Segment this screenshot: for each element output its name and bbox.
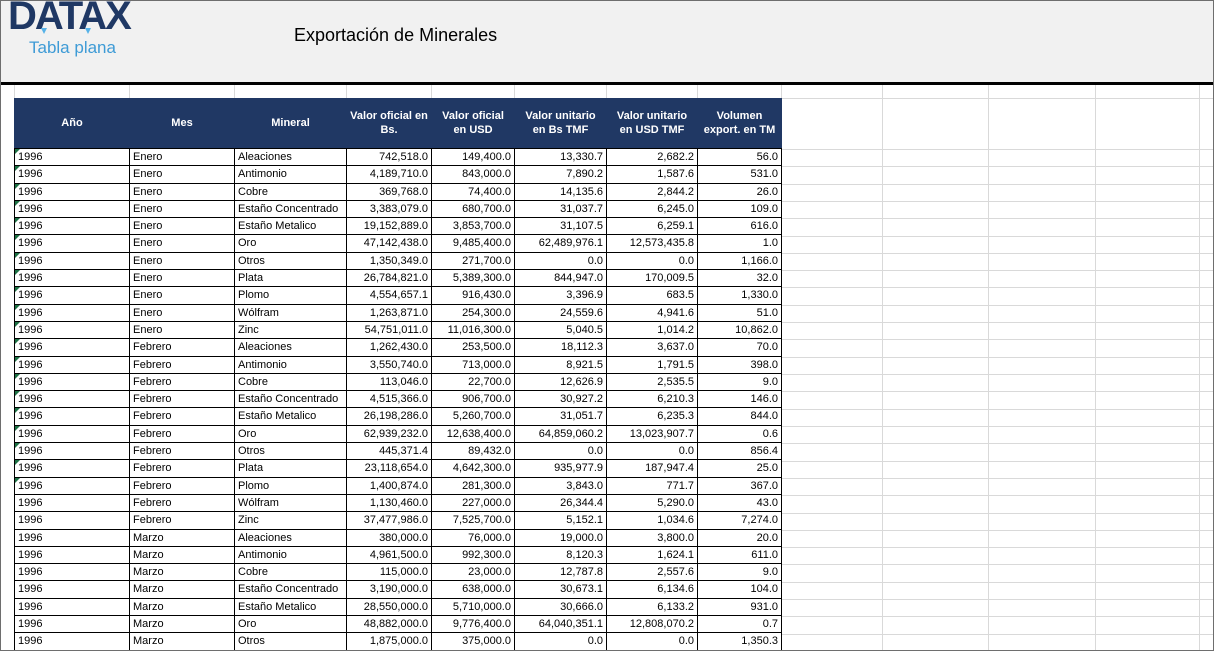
cell-valor_oficial_bs[interactable]: 37,477,986.0 <box>347 512 432 529</box>
cell-mes[interactable]: Enero <box>130 149 235 166</box>
cell-valor_oficial_usd[interactable]: 74,400.0 <box>432 183 515 200</box>
column-header-7[interactable]: Valor unitario en USD TMF <box>607 99 698 149</box>
cell-ano[interactable]: 1996 <box>15 218 130 235</box>
cell-volumen_tm[interactable]: 70.0 <box>698 339 782 356</box>
cell-ano[interactable]: 1996 <box>15 166 130 183</box>
cell-mes[interactable]: Febrero <box>130 443 235 460</box>
cell-mes[interactable]: Febrero <box>130 494 235 511</box>
cell-mineral[interactable]: Otros <box>235 443 347 460</box>
cell-valor_oficial_usd[interactable]: 5,389,300.0 <box>432 270 515 287</box>
cell-valor_unitario_bs_tmf[interactable]: 30,673.1 <box>515 581 607 598</box>
cell-valor_oficial_bs[interactable]: 23,118,654.0 <box>347 460 432 477</box>
cell-valor_unitario_usd_tmf[interactable]: 0.0 <box>607 443 698 460</box>
cell-mes[interactable]: Enero <box>130 270 235 287</box>
column-header-1[interactable]: Año <box>15 99 130 149</box>
cell-valor_oficial_usd[interactable]: 5,260,700.0 <box>432 408 515 425</box>
cell-mes[interactable]: Febrero <box>130 391 235 408</box>
cell-volumen_tm[interactable]: 32.0 <box>698 270 782 287</box>
cell-valor_oficial_bs[interactable]: 28,550,000.0 <box>347 598 432 615</box>
cell-valor_oficial_bs[interactable]: 742,518.0 <box>347 149 432 166</box>
cell-mes[interactable]: Marzo <box>130 564 235 581</box>
cell-mineral[interactable]: Wólfram <box>235 304 347 321</box>
cell-ano[interactable]: 1996 <box>15 235 130 252</box>
cell-ano[interactable]: 1996 <box>15 321 130 338</box>
cell-valor_oficial_bs[interactable]: 1,400,874.0 <box>347 477 432 494</box>
cell-ano[interactable]: 1996 <box>15 598 130 615</box>
cell-mineral[interactable]: Aleaciones <box>235 529 347 546</box>
cell-valor_oficial_usd[interactable]: 7,525,700.0 <box>432 512 515 529</box>
cell-valor_unitario_bs_tmf[interactable]: 5,040.5 <box>515 321 607 338</box>
cell-valor_unitario_bs_tmf[interactable]: 844,947.0 <box>515 270 607 287</box>
cell-valor_unitario_bs_tmf[interactable]: 13,330.7 <box>515 149 607 166</box>
cell-mes[interactable]: Enero <box>130 304 235 321</box>
cell-valor_unitario_usd_tmf[interactable]: 1,624.1 <box>607 546 698 563</box>
cell-volumen_tm[interactable]: 56.0 <box>698 149 782 166</box>
cell-mes[interactable]: Enero <box>130 235 235 252</box>
cell-valor_unitario_usd_tmf[interactable]: 0.0 <box>607 633 698 650</box>
cell-ano[interactable]: 1996 <box>15 425 130 442</box>
cell-ano[interactable]: 1996 <box>15 200 130 217</box>
table-row <box>15 287 782 304</box>
cell-mineral[interactable]: Estaño Concentrado <box>235 391 347 408</box>
table-row <box>15 149 782 166</box>
cell-mes[interactable]: Febrero <box>130 477 235 494</box>
cell-mes[interactable]: Enero <box>130 200 235 217</box>
table-row <box>15 321 782 338</box>
cell-volumen_tm[interactable]: 9.0 <box>698 373 782 390</box>
cell-valor_oficial_usd[interactable]: 89,432.0 <box>432 443 515 460</box>
cell-valor_unitario_bs_tmf[interactable]: 31,107.5 <box>515 218 607 235</box>
cell-ano[interactable]: 1996 <box>15 304 130 321</box>
cell-volumen_tm[interactable]: 20.0 <box>698 529 782 546</box>
cell-valor_oficial_bs[interactable]: 380,000.0 <box>347 529 432 546</box>
cell-mes[interactable]: Marzo <box>130 529 235 546</box>
cell-volumen_tm[interactable]: 931.0 <box>698 598 782 615</box>
report-header-band <box>1 1 1213 82</box>
cell-valor_oficial_usd[interactable]: 916,430.0 <box>432 287 515 304</box>
cell-mes[interactable]: Febrero <box>130 512 235 529</box>
cell-valor_unitario_bs_tmf[interactable]: 24,559.6 <box>515 304 607 321</box>
table-row <box>15 339 782 356</box>
logo-accent-tick-icon <box>85 28 91 34</box>
table-row <box>15 252 782 269</box>
cell-mes[interactable]: Marzo <box>130 598 235 615</box>
cell-valor_unitario_bs_tmf[interactable]: 0.0 <box>515 443 607 460</box>
column-header-8[interactable]: Volumen export. en TM <box>698 99 782 149</box>
cell-valor_unitario_usd_tmf[interactable]: 0.0 <box>607 252 698 269</box>
cell-valor_unitario_usd_tmf[interactable]: 2,557.6 <box>607 564 698 581</box>
cell-valor_oficial_usd[interactable]: 76,000.0 <box>432 529 515 546</box>
cell-volumen_tm[interactable]: 616.0 <box>698 218 782 235</box>
cell-valor_oficial_bs[interactable]: 4,189,710.0 <box>347 166 432 183</box>
cell-valor_oficial_bs[interactable]: 1,130,460.0 <box>347 494 432 511</box>
cell-volumen_tm[interactable]: 51.0 <box>698 304 782 321</box>
table-row <box>15 166 782 183</box>
table-row <box>15 598 782 615</box>
cell-valor_unitario_usd_tmf[interactable]: 13,023,907.7 <box>607 425 698 442</box>
cell-mes[interactable]: Febrero <box>130 373 235 390</box>
cell-ano[interactable]: 1996 <box>15 633 130 650</box>
cell-valor_unitario_bs_tmf[interactable]: 935,977.9 <box>515 460 607 477</box>
table-header-row <box>15 99 782 149</box>
cell-valor_oficial_bs[interactable]: 54,751,011.0 <box>347 321 432 338</box>
cell-valor_unitario_usd_tmf[interactable]: 3,637.0 <box>607 339 698 356</box>
table-row <box>15 200 782 217</box>
cell-ano[interactable]: 1996 <box>15 477 130 494</box>
cell-mineral[interactable]: Wólfram <box>235 494 347 511</box>
cell-valor_oficial_bs[interactable]: 48,882,000.0 <box>347 616 432 633</box>
cell-mineral[interactable]: Estaño Concentrado <box>235 581 347 598</box>
cell-mineral[interactable]: Aleaciones <box>235 339 347 356</box>
cell-valor_unitario_usd_tmf[interactable]: 187,947.4 <box>607 460 698 477</box>
column-header-2[interactable]: Mes <box>130 99 235 149</box>
cell-mes[interactable]: Febrero <box>130 339 235 356</box>
cell-valor_oficial_bs[interactable]: 3,383,079.0 <box>347 200 432 217</box>
cell-valor_unitario_bs_tmf[interactable]: 30,666.0 <box>515 598 607 615</box>
cell-valor_unitario_usd_tmf[interactable]: 771.7 <box>607 477 698 494</box>
table-row <box>15 443 782 460</box>
cell-valor_unitario_bs_tmf[interactable]: 8,921.5 <box>515 356 607 373</box>
table-row <box>15 218 782 235</box>
cell-valor_oficial_usd[interactable]: 254,300.0 <box>432 304 515 321</box>
header-separator <box>1 82 1213 85</box>
cell-volumen_tm[interactable]: 1.0 <box>698 235 782 252</box>
column-header-3[interactable]: Mineral <box>235 99 347 149</box>
cell-valor_unitario_bs_tmf[interactable]: 5,152.1 <box>515 512 607 529</box>
table-row <box>15 529 782 546</box>
cell-valor_unitario_usd_tmf[interactable]: 2,535.5 <box>607 373 698 390</box>
table-row <box>15 494 782 511</box>
cell-valor_unitario_usd_tmf[interactable]: 6,259.1 <box>607 218 698 235</box>
cell-valor_oficial_bs[interactable]: 1,350,349.0 <box>347 252 432 269</box>
cell-mineral[interactable]: Plomo <box>235 477 347 494</box>
cell-valor_oficial_bs[interactable]: 1,262,430.0 <box>347 339 432 356</box>
cell-valor_oficial_usd[interactable]: 4,642,300.0 <box>432 460 515 477</box>
cell-volumen_tm[interactable]: 611.0 <box>698 546 782 563</box>
cell-mineral[interactable]: Estaño Metalico <box>235 598 347 615</box>
cell-mes[interactable]: Marzo <box>130 633 235 650</box>
table-row <box>15 391 782 408</box>
cell-ano[interactable]: 1996 <box>15 270 130 287</box>
table-row <box>15 477 782 494</box>
cell-valor_oficial_usd[interactable]: 3,853,700.0 <box>432 218 515 235</box>
cell-ano[interactable]: 1996 <box>15 529 130 546</box>
cell-volumen_tm[interactable]: 844.0 <box>698 408 782 425</box>
cell-mineral[interactable]: Cobre <box>235 564 347 581</box>
table-row <box>15 373 782 390</box>
cell-valor_unitario_usd_tmf[interactable]: 12,808,070.2 <box>607 616 698 633</box>
cell-mineral[interactable]: Antimonio <box>235 166 347 183</box>
cell-volumen_tm[interactable]: 367.0 <box>698 477 782 494</box>
cell-valor_oficial_usd[interactable]: 253,500.0 <box>432 339 515 356</box>
cell-valor_unitario_bs_tmf[interactable]: 12,626.9 <box>515 373 607 390</box>
cell-valor_oficial_usd[interactable]: 149,400.0 <box>432 149 515 166</box>
cell-ano[interactable]: 1996 <box>15 356 130 373</box>
cell-valor_oficial_usd[interactable]: 375,000.0 <box>432 633 515 650</box>
table-row <box>15 633 782 650</box>
page-title: Exportación de Minerales <box>294 25 498 45</box>
cell-volumen_tm[interactable]: 398.0 <box>698 356 782 373</box>
table-row <box>15 546 782 563</box>
logo-tagline: Tabla plana <box>29 38 116 57</box>
table-row <box>15 581 782 598</box>
column-header-5[interactable]: Valor oficial en USD <box>432 99 515 149</box>
cell-valor_oficial_usd[interactable]: 9,485,400.0 <box>432 235 515 252</box>
cell-valor_oficial_bs[interactable]: 26,784,821.0 <box>347 270 432 287</box>
cell-mineral[interactable]: Oro <box>235 235 347 252</box>
cell-valor_oficial_usd[interactable]: 5,710,000.0 <box>432 598 515 615</box>
cell-valor_oficial_usd[interactable]: 713,000.0 <box>432 356 515 373</box>
cell-valor_oficial_usd[interactable]: 12,638,400.0 <box>432 425 515 442</box>
column-header-6[interactable]: Valor unitario en Bs TMF <box>515 99 607 149</box>
cell-mineral[interactable]: Aleaciones <box>235 149 347 166</box>
cell-volumen_tm[interactable]: 109.0 <box>698 200 782 217</box>
cell-volumen_tm[interactable]: 25.0 <box>698 460 782 477</box>
cell-valor_unitario_bs_tmf[interactable]: 12,787.8 <box>515 564 607 581</box>
cell-mineral[interactable]: Cobre <box>235 373 347 390</box>
cell-valor_oficial_usd[interactable]: 271,700.0 <box>432 252 515 269</box>
cell-ano[interactable]: 1996 <box>15 287 130 304</box>
cell-valor_oficial_usd[interactable]: 22,700.0 <box>432 373 515 390</box>
cell-valor_oficial_usd[interactable]: 23,000.0 <box>432 564 515 581</box>
cell-mineral[interactable]: Plata <box>235 270 347 287</box>
cell-mineral[interactable]: Antimonio <box>235 546 347 563</box>
cell-valor_unitario_bs_tmf[interactable]: 19,000.0 <box>515 529 607 546</box>
cell-valor_unitario_usd_tmf[interactable]: 2,844.2 <box>607 183 698 200</box>
cell-ano[interactable]: 1996 <box>15 408 130 425</box>
cell-ano[interactable]: 1996 <box>15 391 130 408</box>
cell-volumen_tm[interactable]: 1,350.3 <box>698 633 782 650</box>
cell-ano[interactable]: 1996 <box>15 564 130 581</box>
cell-valor_unitario_usd_tmf[interactable]: 5,290.0 <box>607 494 698 511</box>
cell-volumen_tm[interactable]: 146.0 <box>698 391 782 408</box>
cell-valor_oficial_usd[interactable]: 11,016,300.0 <box>432 321 515 338</box>
cell-mineral[interactable]: Otros <box>235 633 347 650</box>
cell-valor_oficial_bs[interactable]: 445,371.4 <box>347 443 432 460</box>
cell-valor_unitario_usd_tmf[interactable]: 1,034.6 <box>607 512 698 529</box>
table-row <box>15 564 782 581</box>
cell-ano[interactable]: 1996 <box>15 252 130 269</box>
cell-valor_unitario_bs_tmf[interactable]: 64,859,060.2 <box>515 425 607 442</box>
table-row <box>15 270 782 287</box>
column-header-4[interactable]: Valor oficial en Bs. <box>347 99 432 149</box>
cell-ano[interactable]: 1996 <box>15 183 130 200</box>
cell-mes[interactable]: Marzo <box>130 616 235 633</box>
cell-valor_unitario_bs_tmf[interactable]: 62,489,976.1 <box>515 235 607 252</box>
cell-volumen_tm[interactable]: 9.0 <box>698 564 782 581</box>
cell-mineral[interactable]: Estaño Metalico <box>235 408 347 425</box>
cell-ano[interactable]: 1996 <box>15 546 130 563</box>
cell-valor_unitario_bs_tmf[interactable]: 0.0 <box>515 252 607 269</box>
cell-volumen_tm[interactable]: 0.7 <box>698 616 782 633</box>
cell-mineral[interactable]: Zinc <box>235 512 347 529</box>
cell-volumen_tm[interactable]: 43.0 <box>698 494 782 511</box>
logo-accent-tick-icon <box>41 28 47 34</box>
cell-ano[interactable]: 1996 <box>15 616 130 633</box>
cell-mes[interactable]: Marzo <box>130 546 235 563</box>
table-row <box>15 425 782 442</box>
table-row <box>15 356 782 373</box>
cell-valor_unitario_usd_tmf[interactable]: 683.5 <box>607 287 698 304</box>
cell-mes[interactable]: Febrero <box>130 356 235 373</box>
cell-valor_unitario_usd_tmf[interactable]: 4,941.6 <box>607 304 698 321</box>
table-row <box>15 616 782 633</box>
table-row <box>15 183 782 200</box>
cell-volumen_tm[interactable]: 104.0 <box>698 581 782 598</box>
cell-valor_oficial_bs[interactable]: 62,939,232.0 <box>347 425 432 442</box>
cell-valor_oficial_bs[interactable]: 3,550,740.0 <box>347 356 432 373</box>
cell-mes[interactable]: Febrero <box>130 425 235 442</box>
cell-mes[interactable]: Marzo <box>130 581 235 598</box>
cell-valor_unitario_usd_tmf[interactable]: 6,235.3 <box>607 408 698 425</box>
cell-ano[interactable]: 1996 <box>15 339 130 356</box>
cell-valor_unitario_bs_tmf[interactable]: 14,135.6 <box>515 183 607 200</box>
cell-ano[interactable]: 1996 <box>15 373 130 390</box>
cell-valor_unitario_bs_tmf[interactable]: 31,037.7 <box>515 200 607 217</box>
cell-valor_oficial_usd[interactable]: 906,700.0 <box>432 391 515 408</box>
cell-valor_unitario_bs_tmf[interactable]: 3,396.9 <box>515 287 607 304</box>
cell-volumen_tm[interactable]: 0.6 <box>698 425 782 442</box>
cell-ano[interactable]: 1996 <box>15 460 130 477</box>
cell-mineral[interactable]: Oro <box>235 616 347 633</box>
cell-volumen_tm[interactable]: 7,274.0 <box>698 512 782 529</box>
datax-logo: DATAX <box>8 0 130 38</box>
cell-valor_oficial_usd[interactable]: 843,000.0 <box>432 166 515 183</box>
cell-valor_unitario_bs_tmf[interactable]: 18,112.3 <box>515 339 607 356</box>
cell-mineral[interactable]: Estaño Concentrado <box>235 200 347 217</box>
cell-valor_oficial_usd[interactable]: 227,000.0 <box>432 494 515 511</box>
cell-mes[interactable]: Enero <box>130 183 235 200</box>
cell-valor_unitario_usd_tmf[interactable]: 170,009.5 <box>607 270 698 287</box>
cell-volumen_tm[interactable]: 856.4 <box>698 443 782 460</box>
table-row <box>15 512 782 529</box>
cell-valor_unitario_bs_tmf[interactable]: 31,051.7 <box>515 408 607 425</box>
cell-valor_unitario_usd_tmf[interactable]: 1,014.2 <box>607 321 698 338</box>
cell-valor_oficial_bs[interactable]: 1,875,000.0 <box>347 633 432 650</box>
cell-valor_oficial_bs[interactable]: 47,142,438.0 <box>347 235 432 252</box>
cell-valor_oficial_bs[interactable]: 19,152,889.0 <box>347 218 432 235</box>
cell-valor_oficial_bs[interactable]: 26,198,286.0 <box>347 408 432 425</box>
cell-valor_unitario_bs_tmf[interactable]: 26,344.4 <box>515 494 607 511</box>
cell-mes[interactable]: Febrero <box>130 408 235 425</box>
cell-ano[interactable]: 1996 <box>15 581 130 598</box>
cell-mineral[interactable]: Plomo <box>235 287 347 304</box>
cell-valor_oficial_usd[interactable]: 638,000.0 <box>432 581 515 598</box>
cell-valor_unitario_usd_tmf[interactable]: 12,573,435.8 <box>607 235 698 252</box>
cell-mes[interactable]: Enero <box>130 287 235 304</box>
cell-mineral[interactable]: Oro <box>235 425 347 442</box>
cell-valor_unitario_bs_tmf[interactable]: 64,040,351.1 <box>515 616 607 633</box>
cell-valor_unitario_bs_tmf[interactable]: 0.0 <box>515 633 607 650</box>
cell-mineral[interactable]: Plata <box>235 460 347 477</box>
cell-valor_oficial_bs[interactable]: 115,000.0 <box>347 564 432 581</box>
cell-valor_unitario_usd_tmf[interactable]: 6,134.6 <box>607 581 698 598</box>
cell-mineral[interactable]: Zinc <box>235 321 347 338</box>
cell-volumen_tm[interactable]: 10,862.0 <box>698 321 782 338</box>
minerals-table <box>14 98 782 651</box>
cell-valor_oficial_usd[interactable]: 992,300.0 <box>432 546 515 563</box>
cell-mes[interactable]: Enero <box>130 218 235 235</box>
cell-volumen_tm[interactable]: 26.0 <box>698 183 782 200</box>
table-row <box>15 235 782 252</box>
cell-valor_unitario_bs_tmf[interactable]: 3,843.0 <box>515 477 607 494</box>
cell-mineral[interactable]: Estaño Metalico <box>235 218 347 235</box>
cell-mineral[interactable]: Cobre <box>235 183 347 200</box>
table-row <box>15 460 782 477</box>
cell-valor_unitario_bs_tmf[interactable]: 30,927.2 <box>515 391 607 408</box>
table-row <box>15 304 782 321</box>
cell-mineral[interactable]: Otros <box>235 252 347 269</box>
cell-mes[interactable]: Enero <box>130 166 235 183</box>
cell-valor_oficial_bs[interactable]: 4,961,500.0 <box>347 546 432 563</box>
cell-ano[interactable]: 1996 <box>15 149 130 166</box>
cell-valor_unitario_usd_tmf[interactable]: 6,245.0 <box>607 200 698 217</box>
cell-volumen_tm[interactable]: 531.0 <box>698 166 782 183</box>
cell-valor_oficial_bs[interactable]: 4,515,366.0 <box>347 391 432 408</box>
cell-valor_oficial_usd[interactable]: 9,776,400.0 <box>432 616 515 633</box>
cell-valor_oficial_bs[interactable]: 113,046.0 <box>347 373 432 390</box>
cell-ano[interactable]: 1996 <box>15 494 130 511</box>
cell-mes[interactable]: Enero <box>130 321 235 338</box>
cell-valor_oficial_usd[interactable]: 281,300.0 <box>432 477 515 494</box>
cell-volumen_tm[interactable]: 1,330.0 <box>698 287 782 304</box>
cell-valor_oficial_bs[interactable]: 4,554,657.1 <box>347 287 432 304</box>
table-row <box>15 408 782 425</box>
cell-mineral[interactable]: Antimonio <box>235 356 347 373</box>
cell-valor_oficial_usd[interactable]: 680,700.0 <box>432 200 515 217</box>
cell-valor_oficial_bs[interactable]: 369,768.0 <box>347 183 432 200</box>
cell-valor_unitario_usd_tmf[interactable]: 6,133.2 <box>607 598 698 615</box>
cell-ano[interactable]: 1996 <box>15 443 130 460</box>
cell-ano[interactable]: 1996 <box>15 512 130 529</box>
cell-valor_unitario_usd_tmf[interactable]: 6,210.3 <box>607 391 698 408</box>
cell-volumen_tm[interactable]: 1,166.0 <box>698 252 782 269</box>
cell-valor_oficial_bs[interactable]: 3,190,000.0 <box>347 581 432 598</box>
cell-valor_unitario_usd_tmf[interactable]: 1,587.6 <box>607 166 698 183</box>
cell-valor_unitario_usd_tmf[interactable]: 2,682.2 <box>607 149 698 166</box>
cell-mes[interactable]: Febrero <box>130 460 235 477</box>
cell-valor_oficial_bs[interactable]: 1,263,871.0 <box>347 304 432 321</box>
cell-valor_unitario_usd_tmf[interactable]: 1,791.5 <box>607 356 698 373</box>
cell-mes[interactable]: Enero <box>130 252 235 269</box>
cell-valor_unitario_bs_tmf[interactable]: 8,120.3 <box>515 546 607 563</box>
cell-valor_unitario_usd_tmf[interactable]: 3,800.0 <box>607 529 698 546</box>
cell-valor_unitario_bs_tmf[interactable]: 7,890.2 <box>515 166 607 183</box>
